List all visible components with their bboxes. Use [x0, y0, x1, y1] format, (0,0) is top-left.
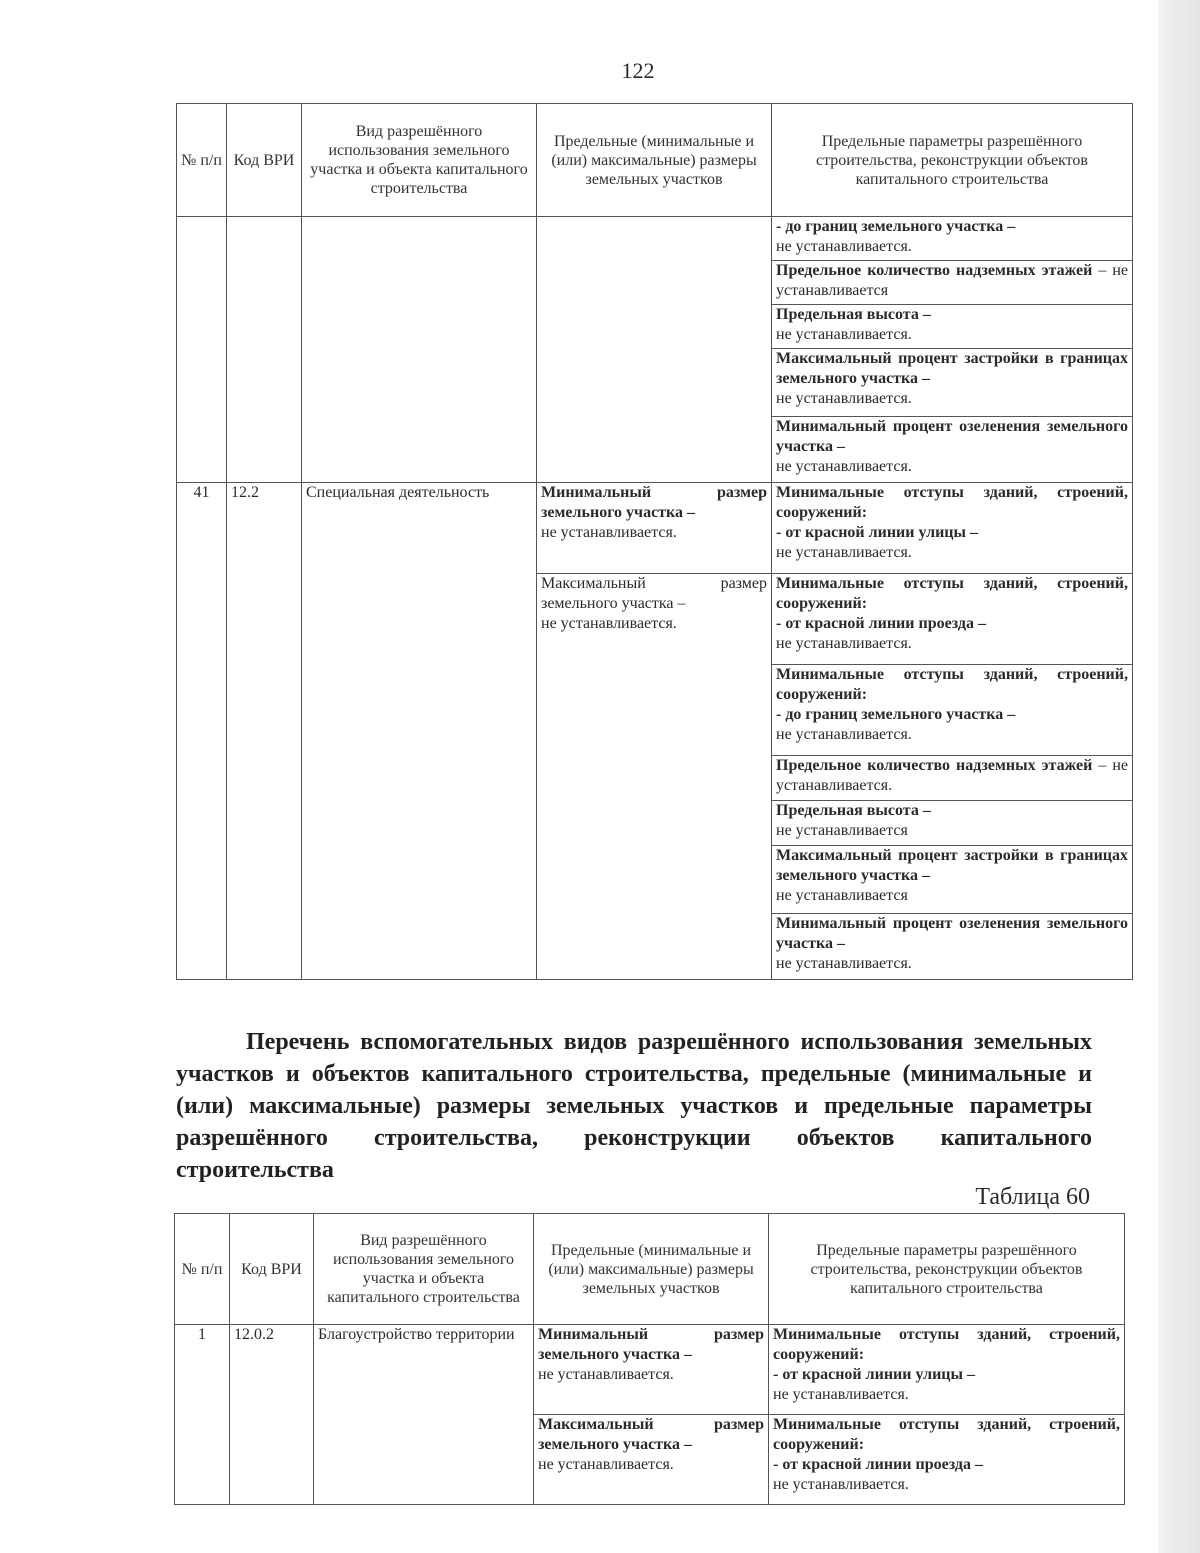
param-cell	[772, 349, 1133, 417]
param-cell	[772, 417, 1133, 483]
param-rest: не устанавливается	[776, 822, 908, 839]
table-row	[177, 483, 1133, 574]
row-code: 12.2	[227, 483, 302, 980]
param-cell	[772, 574, 1133, 665]
size-max-cell	[534, 1415, 769, 1505]
header-kind: Вид разрешённого использования земельного участка и объекта капитального строительства	[302, 104, 537, 217]
size-max-cell	[537, 574, 772, 980]
param-rest: не устанавливается	[776, 887, 908, 904]
table-label: Таблица 60	[975, 1184, 1090, 1210]
param-line2: - от красной линии проезда –	[776, 615, 986, 632]
header-code: Код ВРИ	[227, 104, 302, 217]
param-bold: Максимальный процент застройки в границах земельного участка –	[776, 350, 1128, 387]
param-rest: не устанавливается.	[776, 955, 912, 972]
header-kind: Вид разрешённого использования земельного участка и объекта капитального строительства	[314, 1214, 534, 1325]
table-60	[174, 1213, 1125, 1505]
size-min-cell	[534, 1325, 769, 1415]
row-num: 1	[175, 1325, 230, 1505]
param-rest: не устанавливается.	[776, 726, 912, 743]
param-line2: - от красной линии проезда –	[773, 1456, 983, 1473]
param-cell	[772, 305, 1133, 349]
param-rest: не устанавливается.	[776, 238, 912, 255]
param-rest: не устанавливается.	[773, 1386, 909, 1403]
size-rest: не устанавливается.	[538, 1456, 674, 1473]
param-cell	[772, 665, 1133, 756]
row-code: 12.0.2	[230, 1325, 314, 1505]
scan-edge	[1158, 0, 1200, 1553]
param-cell	[772, 217, 1133, 261]
size-rest: не устанавливается.	[541, 615, 677, 632]
param-bold: Предельное количество надземных этажей	[776, 757, 1093, 774]
param-line2: - до границ земельного участка –	[776, 706, 1016, 723]
param-line2: - от красной линии улицы –	[773, 1366, 975, 1383]
header-code: Код ВРИ	[230, 1214, 314, 1325]
param-cell	[772, 914, 1133, 980]
page-number: 122	[621, 58, 655, 83]
header-num: № п/п	[175, 1214, 230, 1325]
header-sizes: Предельные (минимальные и (или) максимальные) размеры земельных участков	[534, 1214, 769, 1325]
row-num: 41	[177, 483, 227, 980]
cell-empty	[537, 217, 772, 483]
param-rest: не устанавливается.	[776, 635, 912, 652]
header-params: Предельные параметры разрешённого строительства, реконструкции объектов капитального строительства	[769, 1214, 1125, 1325]
param-cell	[772, 846, 1133, 914]
section-heading: Перечень вспомогательных видов разрешённого использования земельных участков и объектов капитального строительства, предельные (минимальные и (или) максимальные) размеры земельных участков и предельные параметры разрешённого строительства, реконструкции объектов капитального строительства	[176, 1029, 1092, 1183]
cell-empty	[302, 217, 537, 483]
size-rest: не устанавливается.	[538, 1366, 674, 1383]
param-bold: - до границ земельного участка –	[776, 218, 1016, 235]
header-num: № п/п	[177, 104, 227, 217]
table-header-row	[175, 1214, 1125, 1325]
table-row	[177, 217, 1133, 261]
row-kind: Специальная деятельность	[302, 483, 537, 980]
param-rest: не устанавливается.	[773, 1476, 909, 1493]
param-cell	[772, 756, 1133, 801]
param-rest: не устанавливается.	[776, 326, 912, 343]
param-bold: Предельная высота –	[776, 306, 931, 323]
size-bold: Минимальный размер земельного участка –	[538, 1326, 764, 1363]
param-cell	[772, 483, 1133, 574]
header-params: Предельные параметры разрешённого строительства, реконструкции объектов капитального строительства	[772, 104, 1133, 217]
param-cell	[769, 1325, 1125, 1415]
param-bold: Минимальные отступы зданий, строений, сооружений:	[773, 1326, 1120, 1363]
param-rest: не устанавливается.	[776, 390, 912, 407]
param-bold: Минимальные отступы зданий, строений, сооружений:	[773, 1416, 1120, 1453]
row-kind: Благоустройство территории	[314, 1325, 534, 1505]
param-rest: – не устанавливается	[776, 262, 1128, 299]
cell-empty	[177, 217, 227, 483]
param-bold: Минимальный процент озеленения земельного участка –	[776, 915, 1128, 952]
param-cell	[772, 801, 1133, 846]
size-bold: Максимальный размер земельного участка –	[541, 575, 767, 612]
param-rest: не устанавливается.	[776, 458, 912, 475]
table-59-continuation	[176, 103, 1133, 980]
table-row	[175, 1325, 1125, 1415]
size-min-cell	[537, 483, 772, 574]
size-rest: не устанавливается.	[541, 524, 677, 541]
param-bold: Максимальный процент застройки в границах земельного участка –	[776, 847, 1128, 884]
param-bold: Минимальные отступы зданий, строений, сооружений:	[776, 575, 1128, 612]
param-bold: Минимальные отступы зданий, строений, сооружений:	[776, 484, 1128, 521]
header-sizes: Предельные (минимальные и (или) максимальные) размеры земельных участков	[537, 104, 772, 217]
param-line2: - от красной линии улицы –	[776, 524, 978, 541]
param-bold: Предельная высота –	[776, 802, 931, 819]
size-bold: Максимальный размер земельного участка –	[538, 1416, 764, 1453]
param-bold: Предельное количество надземных этажей	[776, 262, 1093, 279]
param-rest: не устанавливается.	[776, 544, 912, 561]
param-bold: Минимальный процент озеленения земельного участка –	[776, 418, 1128, 455]
param-cell	[769, 1415, 1125, 1505]
table-header-row	[177, 104, 1133, 217]
size-bold: Минимальный размер земельного участка –	[541, 484, 767, 521]
param-bold: Минимальные отступы зданий, строений, сооружений:	[776, 666, 1128, 703]
cell-empty	[227, 217, 302, 483]
param-rest: – не устанавливается.	[776, 757, 1128, 794]
param-cell	[772, 261, 1133, 305]
